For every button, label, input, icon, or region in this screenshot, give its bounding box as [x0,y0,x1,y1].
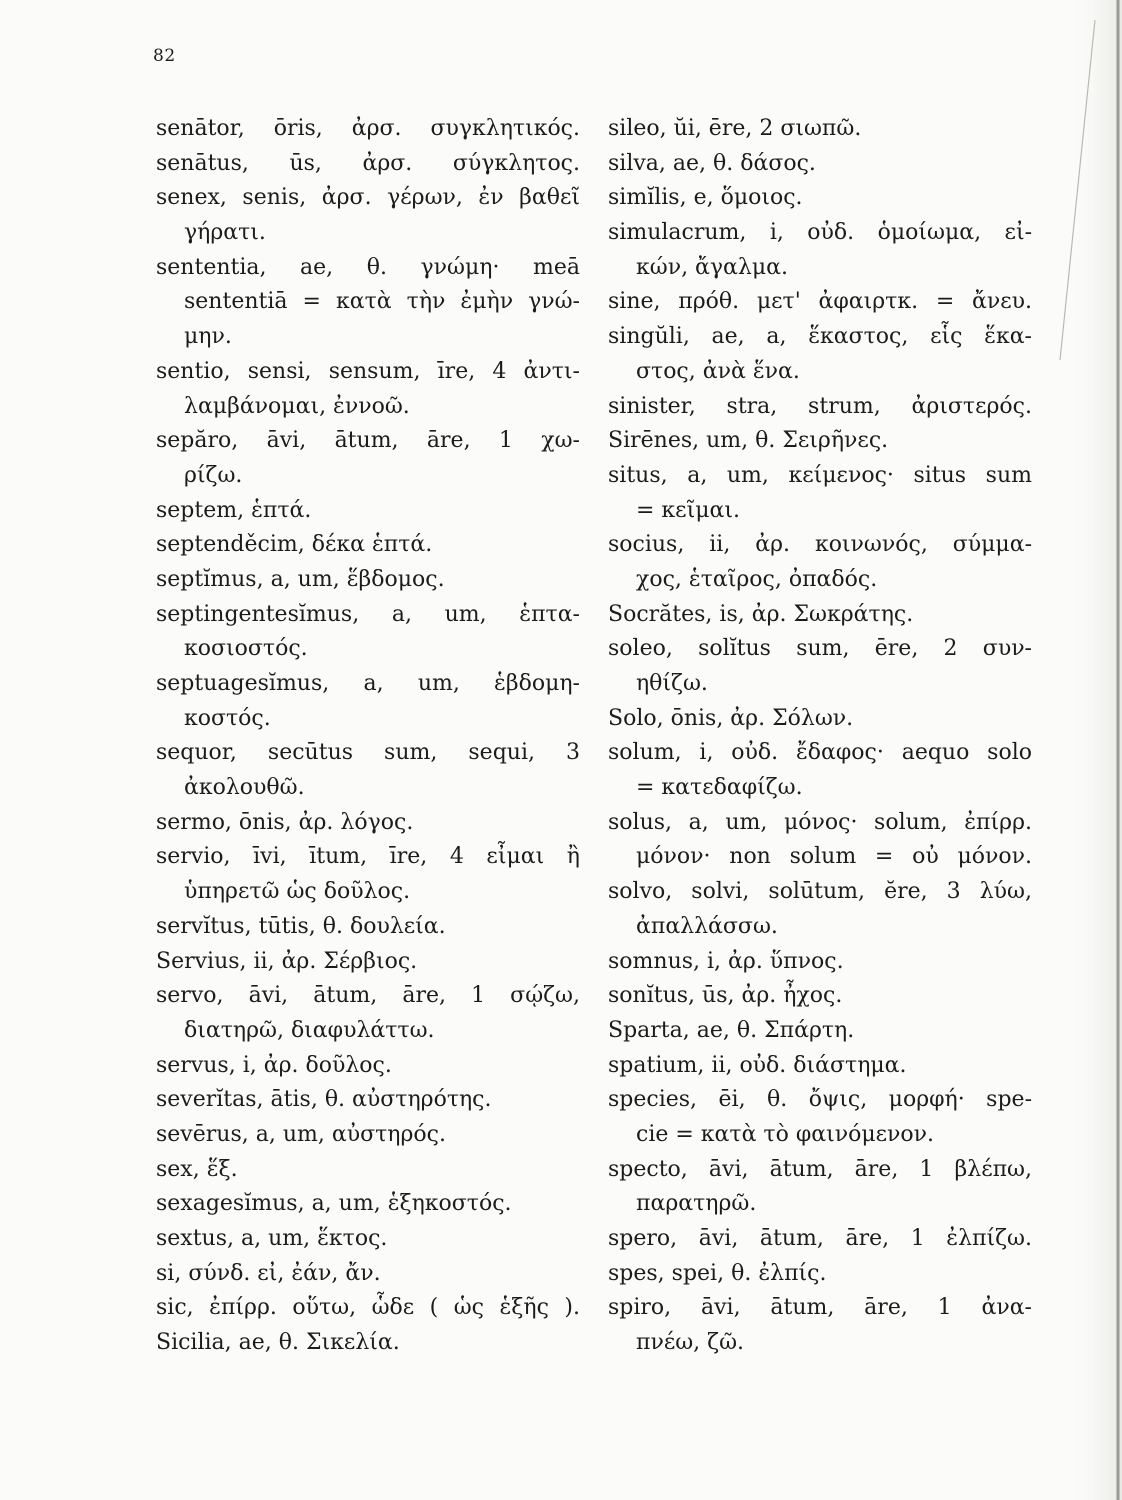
dictionary-entry: severĭtas, ātis, θ. αὐστηρότης. [156,1087,492,1113]
dictionary-entry: spatium, ii, οὐδ. διάστημα. [608,1052,907,1078]
dictionary-entry: somnus, i, ἀρ. ὕπνος. [608,948,844,974]
dictionary-entry: si, σύνδ. εἰ, ἐάν, ἄν. [156,1260,381,1286]
dictionary-entry: specto, āvi, ātum, āre, 1 βλέπω, [608,1156,1032,1182]
dictionary-entry: sentio, sensi, sensum, īre, 4 ἀντι- [156,358,580,384]
dictionary-entry: septuagesĭmus, a, um, ἑβδομη- [156,671,580,696]
entry-continuation: κών, ἄγαλμα. [636,254,789,280]
dictionary-entry: servĭtus, tūtis, θ. δουλεία. [156,913,446,939]
dictionary-entry: sevērus, a, um, αὐστηρός. [156,1121,446,1147]
dictionary-entry: sex, ἕξ. [156,1156,238,1182]
dictionary-entry: senātor, ōris, ἀρσ. συγκλητικός. [156,116,580,141]
dictionary-entry: spes, spei, θ. ἐλπίς. [608,1260,827,1286]
dictionary-entry: sepăro, āvi, ātum, āre, 1 χω- [156,428,580,454]
entry-continuation: ὑπηρετῶ ὡς δοῦλος. [184,879,411,905]
dictionary-entry: sic, ἐπίρρ. οὕτω, ὧδε ( ὡς ἑξῆς ). [156,1295,580,1321]
right-column [608,112,1032,1361]
dictionary-entry: sextus, a, um, ἕκτος. [156,1226,388,1251]
dictionary-entry: sequor, secūtus sum, sequi, 3 [156,740,580,766]
entry-continuation: = κατεδαφίζω. [636,775,803,801]
entry-continuation: κοσιοστός. [184,636,308,662]
entry-continuation: λαμβάνομαι, ἐννοῶ. [184,393,410,419]
dictionary-entry: socius, ii, ἀρ. κοινωνός, σύμμα- [608,532,1032,558]
dictionary-entry: sexagesĭmus, a, um, ἑξηκοστός. [156,1191,512,1217]
dictionary-entry: simĭlis, e, ὅμοιος. [608,185,803,211]
dictionary-entry: Solo, ōnis, ἀρ. Σόλων. [608,705,854,731]
dictionary-entry: septem, ἑπτά. [156,497,312,523]
entry-continuation: παρατηρῶ. [636,1191,757,1217]
dictionary-entry: spiro, āvi, ātum, āre, 1 ἀνα- [608,1295,1032,1321]
entry-continuation: cie = κατὰ τὸ φαινόμενον. [636,1121,935,1147]
dictionary-entry: senātus, ūs, ἀρσ. σύγκλητος. [156,150,580,176]
dictionary-entry: sermo, ōnis, ἀρ. λόγος. [156,809,414,835]
entry-continuation: ἀκολουθῶ. [184,775,305,801]
entry-continuation: κοστός. [184,705,271,731]
dictionary-entry: spero, āvi, ātum, āre, 1 ἐλπίζω. [608,1226,1032,1251]
dictionary-entry: Sicilia, ae, θ. Σικελία. [156,1330,400,1356]
entry-continuation: ρίζω. [184,462,243,488]
dictionary-entry: septĭmus, a, um, ἕβδομος. [156,566,445,592]
dictionary-entry: Sparta, ae, θ. Σπάρτη. [608,1017,855,1043]
dictionary-entry: solum, i, οὐδ. ἔδαφος· aequo solo [608,740,1032,766]
dictionary-entry: sententia, ae, θ. γνώμη· meā [156,254,580,280]
entry-continuation: μην. [184,324,232,350]
entry-continuation: χος, ἑταῖρος, ὀπαδός. [636,566,878,592]
dictionary-entry: senex, senis, ἀρσ. γέρων, ἐν βαθεῖ [156,185,580,211]
dictionary-entry: sileo, ŭi, ēre, 2 σιωπῶ. [608,116,862,141]
entry-continuation: sententiā = κατὰ τὴν ἐμὴν γνώ- [184,289,580,315]
dictionary-entry: septenděcim, δέκα ἑπτά. [156,532,433,558]
dictionary-entry: silva, ae, θ. δάσος. [608,150,816,176]
dictionary-entry: sine, πρόθ. μετ' ἀφαιρτκ. = ἄνευ. [608,289,1032,315]
dictionary-entry: servo, āvi, ātum, āre, 1 σῴζω, [156,983,580,1009]
dictionary-entry: septingentesĭmus, a, um, ἑπτα- [156,601,580,627]
entry-continuation: διατηρῶ, διαφυλάττω. [184,1017,435,1043]
entry-continuation: στος, ἀνὰ ἕνα. [636,358,800,384]
dictionary-entry: Socrătes, is, ἀρ. Σωκράτης. [608,601,914,627]
left-column [156,112,580,1361]
dictionary-entry: simulacrum, i, οὐδ. ὁμοίωμα, εἰ- [608,220,1032,246]
entry-continuation: ἀπαλλάσσω. [636,913,778,939]
entry-continuation: γήρατι. [184,220,266,246]
dictionary-entry: solus, a, um, μόνος· solum, ἐπίρρ. [608,809,1032,835]
dictionary-entry: servus, i, ἀρ. δοῦλος. [156,1052,392,1078]
dictionary-entry: Sirēnes, um, θ. Σειρῆνες. [608,428,889,454]
dictionary-entry: sonĭtus, ūs, ἀρ. ἦχος. [608,983,843,1009]
dictionary-entry: singŭli, ae, a, ἕκαστος, εἷς ἕκα- [608,324,1032,350]
dictionary-entry: species, ēi, θ. ὄψις, μορφή· spe- [608,1087,1032,1113]
dictionary-entry: servio, īvi, ītum, īre, 4 εἶμαι ἢ [156,844,580,870]
dictionary-entry: soleo, solĭtus sum, ēre, 2 συν- [608,636,1032,662]
entry-continuation: πνέω, ζῶ. [636,1330,745,1356]
entry-continuation: μόνον· non solum = οὐ μόνον. [636,844,1032,870]
dictionary-entry: sinister, stra, strum, ἀριστερός. [608,393,1032,419]
dictionary-entry: solvo, solvi, solūtum, ĕre, 3 λύω, [608,879,1032,905]
entry-continuation: ηθίζω. [636,671,708,696]
entry-continuation: = κεῖμαι. [636,497,740,523]
dictionary-entry: Servius, ii, ἀρ. Σέρβιος. [156,948,418,974]
dictionary-entry: situs, a, um, κείμενος· situs sum [608,462,1032,488]
page-number: 82 [153,46,176,66]
